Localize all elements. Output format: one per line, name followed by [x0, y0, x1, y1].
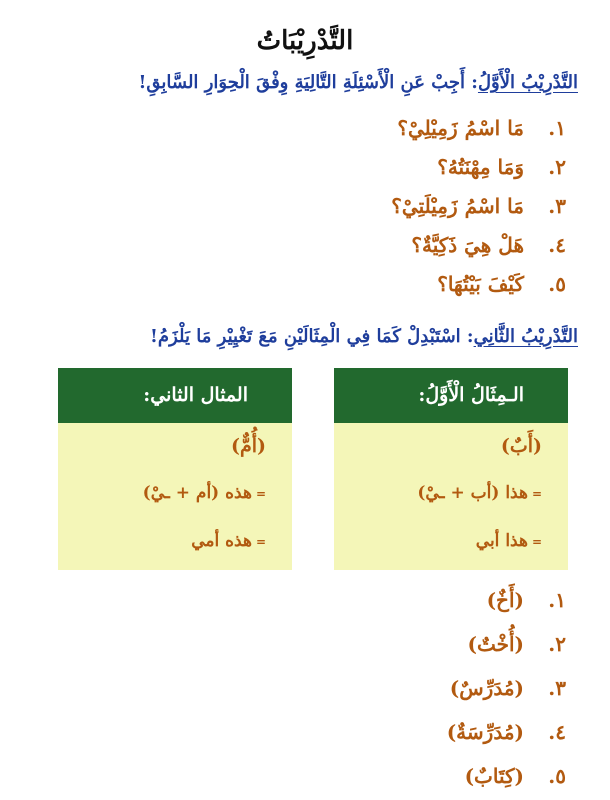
question-text: مَا اسْمُ زَمِيْلَتِيْ؟: [391, 194, 524, 218]
question-item: [391, 268, 566, 307]
exercise2-instruction: : اسْتَبْدِلْ كَمَا فِي الْمِثَالَيْنِ مَعَ تَغْيِيْرِ مَا يَلْزَمُ!: [150, 326, 474, 347]
word-number: ٤.: [548, 720, 566, 744]
example-card-second: [58, 368, 292, 570]
example-word: (أَبٌ): [500, 435, 542, 457]
question-text: كَيْفَ بَيْتُهَا؟: [437, 272, 524, 296]
example-card-header: الـمِثَالُ الْأَوَّلُ:: [334, 368, 568, 423]
example-card-first: [334, 368, 568, 570]
word-item: [447, 668, 566, 712]
question-item: [391, 190, 566, 229]
word-text: (أُخْتٌ): [467, 632, 524, 656]
equals-sign: =: [531, 535, 542, 549]
example-card-body: [58, 423, 292, 570]
word-number: ٣.: [548, 676, 566, 700]
example-card-header: المثال الثاني:: [58, 368, 292, 423]
word-text: (كِتَابٌ): [464, 764, 524, 788]
equals-sign: =: [255, 535, 266, 549]
exercise1-question-list: [391, 112, 566, 307]
example-result: [191, 531, 266, 551]
question-item: [391, 112, 566, 151]
word-text: (مُدَرِّسَةٌ): [446, 720, 524, 744]
example-result-text: هذا أبي: [475, 531, 528, 551]
example-result: [476, 531, 542, 551]
question-number: ٤.: [548, 233, 566, 257]
exercise2-word-list: [447, 580, 566, 800]
word-text: (مُدَرِّسٌ): [449, 676, 524, 700]
example-step-text: هذه (أم + ـيْ): [142, 483, 252, 503]
example-card-body: [334, 423, 568, 570]
example-step: [417, 483, 542, 503]
exercise1-instruction: : أَجِبْ عَنِ الْأَسْئِلَةِ التَّالِيَةِ وِفْقَ الْحِوَارِ السَّابِقِ!: [138, 72, 478, 93]
question-item: [391, 151, 566, 190]
exercise1-heading: [32, 72, 578, 93]
word-item: [447, 712, 566, 756]
word-number: ٥.: [548, 764, 566, 788]
word-number: ١.: [548, 588, 566, 612]
question-number: ١.: [548, 116, 566, 140]
word-text: (أَخٌ): [486, 588, 524, 612]
equals-sign: =: [531, 487, 542, 501]
word-item: [447, 580, 566, 624]
question-number: ٣.: [548, 194, 566, 218]
word-item: [447, 624, 566, 668]
example-word: (أُمٌّ): [230, 435, 266, 457]
question-text: هَلْ هِيَ ذَكِيَّةٌ؟: [411, 233, 524, 257]
example-step: [143, 483, 266, 503]
question-item: [391, 229, 566, 268]
question-number: ٥.: [548, 272, 566, 296]
example-step-text: هذا (أب + ـيْ): [417, 483, 528, 503]
example-result-text: هذه أمي: [191, 531, 252, 551]
page-title: التَّدْرِيْبَاتُ: [256, 26, 354, 56]
equals-sign: =: [255, 487, 266, 501]
word-item: [447, 756, 566, 800]
question-text: وَمَا مِهْنَتُهُ؟: [437, 155, 524, 179]
exercise2-heading: [32, 326, 578, 347]
question-number: ٢.: [548, 155, 566, 179]
exercise1-label: التَّدْرِيْبُ الْأَوَّلُ: [477, 72, 578, 93]
question-text: مَا اسْمُ زَمِيْلِيْ؟: [397, 116, 524, 140]
exercise2-label: التَّدْرِيْبُ الثَّانِي: [473, 326, 578, 347]
word-number: ٢.: [548, 632, 566, 656]
